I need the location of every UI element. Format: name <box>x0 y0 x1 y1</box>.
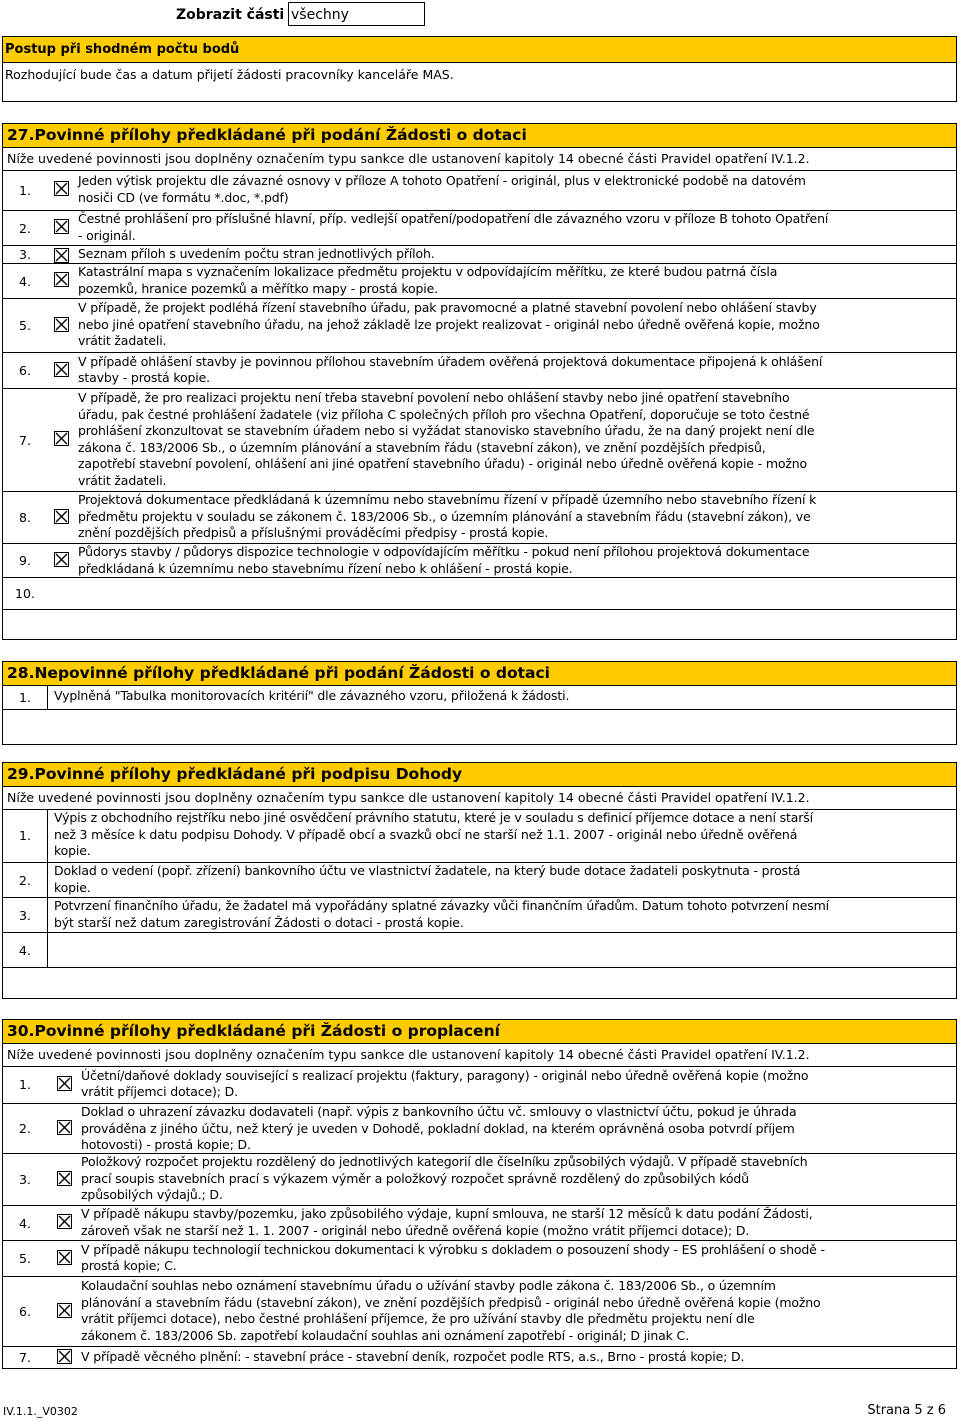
s29-bottom-spacer <box>2 967 957 999</box>
item-number: 2. <box>3 863 48 897</box>
item-number: 8. <box>19 510 31 525</box>
item-text <box>78 173 952 206</box>
list-item <box>2 1347 957 1369</box>
list-item <box>2 211 957 246</box>
item-text-line: vrátit příjemci dotace); D. <box>81 1084 238 1099</box>
item-text-line: Jeden výtisk projektu dle závazné osnovy v příloze A tohoto Opatření - originál, plus v elektronické podobě na datovém <box>78 173 806 188</box>
checked-checkbox-icon[interactable] <box>54 219 69 234</box>
item-text-line: Čestné prohlášení pro příslušné hlavní, příp. vedlejší opatření/podopatření dle závazného vzoru v příloze B tohoto Opatření <box>78 211 829 226</box>
item-text-line: Katastrální mapa s vyznačením lokalizace předmětu projektu v odpovídajícím měřítku, ze které budou patrná čísla <box>78 264 778 279</box>
item-number: 9. <box>19 553 31 568</box>
s29-note-row <box>2 786 957 810</box>
item-number: 1. <box>19 1077 31 1092</box>
item-number: 1. <box>19 182 31 198</box>
item-text-line: způsobilých výdajů.; D. <box>81 1187 223 1203</box>
checked-checkbox-icon[interactable] <box>57 1214 72 1229</box>
item-number: 2. <box>19 1121 31 1136</box>
list-item <box>2 1154 957 1206</box>
item-text-line: Výpis z obchodního rejstříku nebo jiné osvědčení právního statutu, které je v souladu s definicí příjemce dotace a není starší <box>54 810 813 826</box>
item-text <box>81 1104 952 1154</box>
item-text-line: zároveň však ne starší než 1. 1. 2007 - originál nebo úředně ověřená kopie (možno vrátit příjemci dotace); D. <box>81 1222 750 1238</box>
item-text-line: předkládaná k územnímu nebo stavebnímu řízení nebo k ohlášení - prostá kopie. <box>78 560 573 576</box>
item-text <box>78 354 952 387</box>
item-text-line: vrátit příjemci dotace), nebo čestné prohlášení příjemce, že pro užívání stavby dle předmětu projektu není dle <box>81 1311 755 1326</box>
item-text-line: V případě, že pro realizaci projektu není třeba stavební povolení nebo ohlášení stavby nebo jiné opatření stavebního <box>78 390 790 405</box>
item-text-line: prací soupis stavebních prací s výkazem výměr a položkový rozpočet správně rozdělený do způsobilých kódů <box>81 1170 749 1186</box>
item-text-line: prováděna z jiného účtu, než který je uveden v Dohodě, pokladní doklad, na kterém oprávněná osoba potvrdí příjem <box>81 1120 795 1136</box>
item-number: 3. <box>19 1172 31 1187</box>
item-text-line: být starší než datum zaregistrování Žádosti o dotaci - prostá kopie. <box>54 914 464 930</box>
item-text-line: zákonem č. 183/2006 Sb. zapotřebí kolaudační souhlas ani oznámení zapotřebí - originál; D jinak C. <box>81 1327 689 1343</box>
s28-title-bar <box>2 661 957 686</box>
item-number: 10. <box>15 586 35 601</box>
list-item <box>2 299 957 353</box>
item-text-line: předmětu projektu v souladu se zákonem č. 183/2006 Sb., o územním plánování a stavebním řádu (stavební zákon), ve <box>78 508 811 524</box>
s29-title-bar <box>2 762 957 787</box>
item-text-line: pozemků, hranice pozemků a měřítko mapy - prostá kopie. <box>78 280 438 296</box>
item-text-line: kopie. <box>54 879 91 895</box>
checked-checkbox-icon[interactable] <box>57 1250 72 1265</box>
tie-title: Postup při shodném počtu bodů <box>5 42 240 57</box>
list-item <box>2 898 957 933</box>
item-number: 4. <box>19 1215 31 1231</box>
item-number: 4. <box>3 933 48 967</box>
item-text-line: Položkový rozpočet projektu rozdělený do jednotlivých kategorií dle číselníku způsobilých výdajů. V případě stavebních <box>81 1154 808 1170</box>
s29-note: Níže uvedené povinnosti jsou doplněny označením typu sankce dle ustanovení kapitoly 14 obecné části Pravidel opatření IV.1.2. <box>7 790 810 805</box>
footer-page: Strana 5 z 6 <box>867 1403 946 1418</box>
s30-title: 30.Povinné přílohy předkládané při Žádosti o proplacení <box>7 1022 500 1040</box>
list-item <box>2 685 957 710</box>
item-text-line: Projektová dokumentace předkládaná k územnímu nebo stavebnímu řízení v případě územního nebo stavebního řízení k <box>78 492 817 508</box>
item-text <box>81 1349 952 1366</box>
item-text-line: Půdorys stavby / půdorys dispozice technologie v odpovídajícím měřítku - pokud není přílohou projektová dokumentace <box>78 544 810 559</box>
item-text <box>81 1242 952 1275</box>
list-item <box>2 544 957 578</box>
item-text-line: Vyplněná "Tabulka monitorovacích kritérií" dle závazného vzoru, přiložená k žádosti. <box>54 688 570 704</box>
list-item <box>2 1104 957 1154</box>
item-text-line: V případě nákupu stavby/pozemku, jako způsobilého výdaje, kupní smlouva, ne starší 12 měsíců k datu podání Žádosti, <box>81 1206 813 1221</box>
checked-checkbox-icon[interactable] <box>54 552 69 567</box>
checked-checkbox-icon[interactable] <box>54 317 69 332</box>
list-item <box>2 933 957 968</box>
s30-title-bar <box>2 1019 957 1044</box>
checked-checkbox-icon[interactable] <box>57 1120 72 1135</box>
checked-checkbox-icon[interactable] <box>54 248 69 263</box>
s27-title: 27.Povinné přílohy předkládané při podání Žádosti o dotaci <box>7 126 527 144</box>
show-parts-select[interactable] <box>288 2 425 26</box>
show-parts-value: všechny <box>291 7 349 23</box>
item-text <box>81 1278 952 1344</box>
list-item <box>2 492 957 544</box>
item-text-line: Kolaudační souhlas nebo oznámení stavebnímu úřadu o užívání stavby podle zákona č. 183/2006 Sb., o územním <box>81 1278 776 1293</box>
footer-code: IV.1.1._V0302 <box>3 1405 78 1418</box>
checked-checkbox-icon[interactable] <box>54 181 69 196</box>
item-text <box>54 863 952 896</box>
tie-title-bar <box>2 36 957 63</box>
list-item <box>2 353 957 389</box>
item-text-line: Doklad o vedení (popř. zřízení) bankovního účtu ve vlastnictví žadatele, na který bude dotace žadateli poskytnuta - prostá <box>54 863 801 878</box>
item-text-line: - originál. <box>78 227 136 243</box>
checked-checkbox-icon[interactable] <box>57 1303 72 1318</box>
item-text-line: Doklad o uhrazení závazku dodavateli (např. výpis z bankovního účtu vč. smlouvy o vlastnictví účtu, pokud je úhrada <box>81 1104 797 1119</box>
item-number: 6. <box>19 363 31 378</box>
item-text <box>54 810 952 860</box>
item-number: 3. <box>19 247 31 262</box>
item-text-line: Potvrzení finančního úřadu, že žadatel má vypořádány splatné závazky vůči finančním úřadům. Datum tohoto potvrzení nesmí <box>54 898 829 913</box>
s28-title: 28.Nepovinné přílohy předkládané při podání Žádosti o dotaci <box>7 664 550 682</box>
item-text-line: než 3 měsíce k datu podpisu Dohody. V případě obcí a svazků obcí ne starší než 1.1. 2007 - originál nebo úředně ověřená <box>54 826 798 842</box>
list-item <box>2 246 957 264</box>
item-number: 1. <box>3 685 48 709</box>
item-number: 3. <box>3 898 48 932</box>
list-item <box>2 809 957 863</box>
item-text-line: V případě ohlášení stavby je povinnou přílohou stavebním úřadem ověřená projektová dokumentace připojená k ohlášení <box>78 353 823 369</box>
s27-title-bar <box>2 123 957 148</box>
item-text-line: Seznam příloh s uvedením počtu stran jednotlivých příloh. <box>78 246 435 261</box>
item-text <box>81 1206 952 1239</box>
s29-title: 29.Povinné přílohy předkládané při podpisu Dohody <box>7 765 463 783</box>
checked-checkbox-icon[interactable] <box>57 1349 72 1364</box>
tie-text-row <box>2 62 957 102</box>
item-text-line: hotovosti) - prostá kopie; D. <box>81 1137 251 1152</box>
checked-checkbox-icon[interactable] <box>54 362 69 377</box>
item-text-line: prohlášení zkonzultovat se stavebním úřadem nebo si vyžádat stanovisko stavebního úřadu, že na daný projekt není dle <box>78 423 815 438</box>
item-text <box>78 544 952 577</box>
checked-checkbox-icon[interactable] <box>57 1076 72 1091</box>
checked-checkbox-icon[interactable] <box>54 431 69 446</box>
list-item <box>2 863 957 898</box>
item-number: 7. <box>19 432 31 448</box>
item-number: 7. <box>19 1350 31 1365</box>
item-number: 4. <box>19 273 31 289</box>
item-text-line: úřadu, pak čestné prohlášení žadatele (viz příloha C společných příloh pro všechna Opatření, doporučuje se toto čestné <box>78 406 810 422</box>
item-text-line: zapotřebí stavební povolení, ohlášení ani jiné opatření stavebního úřadu) - originál nebo úředně ověřená kopie - možno <box>78 456 808 471</box>
item-text-line: prostá kopie; C. <box>81 1258 177 1273</box>
item-text-line: nebo jiné opatření stavebního úřadu, na jehož základě lze projekt realizovat - originál nebo úředně ověřená kopie, možno <box>78 316 820 332</box>
checked-checkbox-icon[interactable] <box>54 272 69 287</box>
item-text-line: kopie. <box>54 843 91 859</box>
tie-text: Rozhodující bude čas a datum přijetí žádosti pracovníky kanceláře MAS. <box>5 67 454 82</box>
list-item <box>2 1241 957 1277</box>
s27-note-row <box>2 147 957 171</box>
item-text <box>78 300 952 350</box>
list-item <box>2 1066 957 1104</box>
item-text-line: V případě nákupu technologií technickou dokumentaci k výrobku s dokladem o posouzení shody - ES prohlášení o shodě - <box>81 1241 825 1257</box>
item-text-line: vrátit žadateli. <box>78 333 167 349</box>
item-text <box>78 211 952 244</box>
s27-note: Níže uvedené povinnosti jsou doplněny označením typu sankce dle ustanovení kapitoly 14 obecné části Pravidel opatření IV.1.2. <box>7 151 810 166</box>
s28-bottom-spacer <box>2 709 957 745</box>
show-parts-label: Zobrazit části <box>176 7 285 23</box>
item-text-line: Účetní/daňové doklady související s realizací projektu (faktury, paragony) - originál nebo úředně ověřená kopie (možno <box>81 1067 809 1083</box>
list-item <box>2 389 957 492</box>
list-item <box>2 1206 957 1241</box>
item-text-line: vrátit žadateli. <box>78 472 167 488</box>
item-text <box>78 492 952 542</box>
checked-checkbox-icon[interactable] <box>54 509 69 524</box>
item-number: 6. <box>19 1304 31 1319</box>
item-text-line: nosiči CD (ve formátu *.doc, *.pdf) <box>78 189 289 205</box>
item-text <box>54 898 952 931</box>
list-item <box>2 1277 957 1347</box>
item-text <box>78 264 952 297</box>
checked-checkbox-icon[interactable] <box>57 1171 72 1186</box>
item-text-line: plánování a stavebním řádu (stavební zákon), ve znění pozdějších předpisů - originál nebo úředně ověřená kopie (možno <box>81 1294 821 1310</box>
item-text <box>54 688 952 705</box>
s30-note-row <box>2 1043 957 1067</box>
item-text <box>81 1068 952 1101</box>
item-text-line: znění pozdějších předpisů a příslušnými prováděcími předpisy - prostá kopie. <box>78 525 549 541</box>
s27-bottom-spacer <box>2 604 957 640</box>
item-text-line: zákona č. 183/2006 Sb., o územním plánování a stavebním řádu (stavební zákon), ve znění pozdějších předpisů, <box>78 439 766 455</box>
list-item <box>2 264 957 299</box>
item-text <box>78 390 952 489</box>
list-item <box>2 170 957 211</box>
item-number: 5. <box>19 318 31 333</box>
item-number: 5. <box>19 1251 31 1266</box>
item-text <box>78 246 952 263</box>
item-number: 1. <box>3 809 48 862</box>
item-number: 2. <box>19 220 31 236</box>
item-text-line: V případě, že projekt podléhá řízení stavebního úřadu, pak pravomocné a platné stavební povolení nebo ohlášení stavby <box>78 300 817 316</box>
s30-note: Níže uvedené povinnosti jsou doplněny označením typu sankce dle ustanovení kapitoly 14 obecné části Pravidel opatření IV.1.2. <box>7 1047 810 1062</box>
item-text <box>81 1154 952 1204</box>
item-text-line: stavby - prostá kopie. <box>78 370 210 385</box>
item-text-line: V případě věcného plnění: - stavební práce - stavební deník, rozpočet podle RTS, a.s., Brno - prostá kopie; D. <box>81 1348 745 1364</box>
